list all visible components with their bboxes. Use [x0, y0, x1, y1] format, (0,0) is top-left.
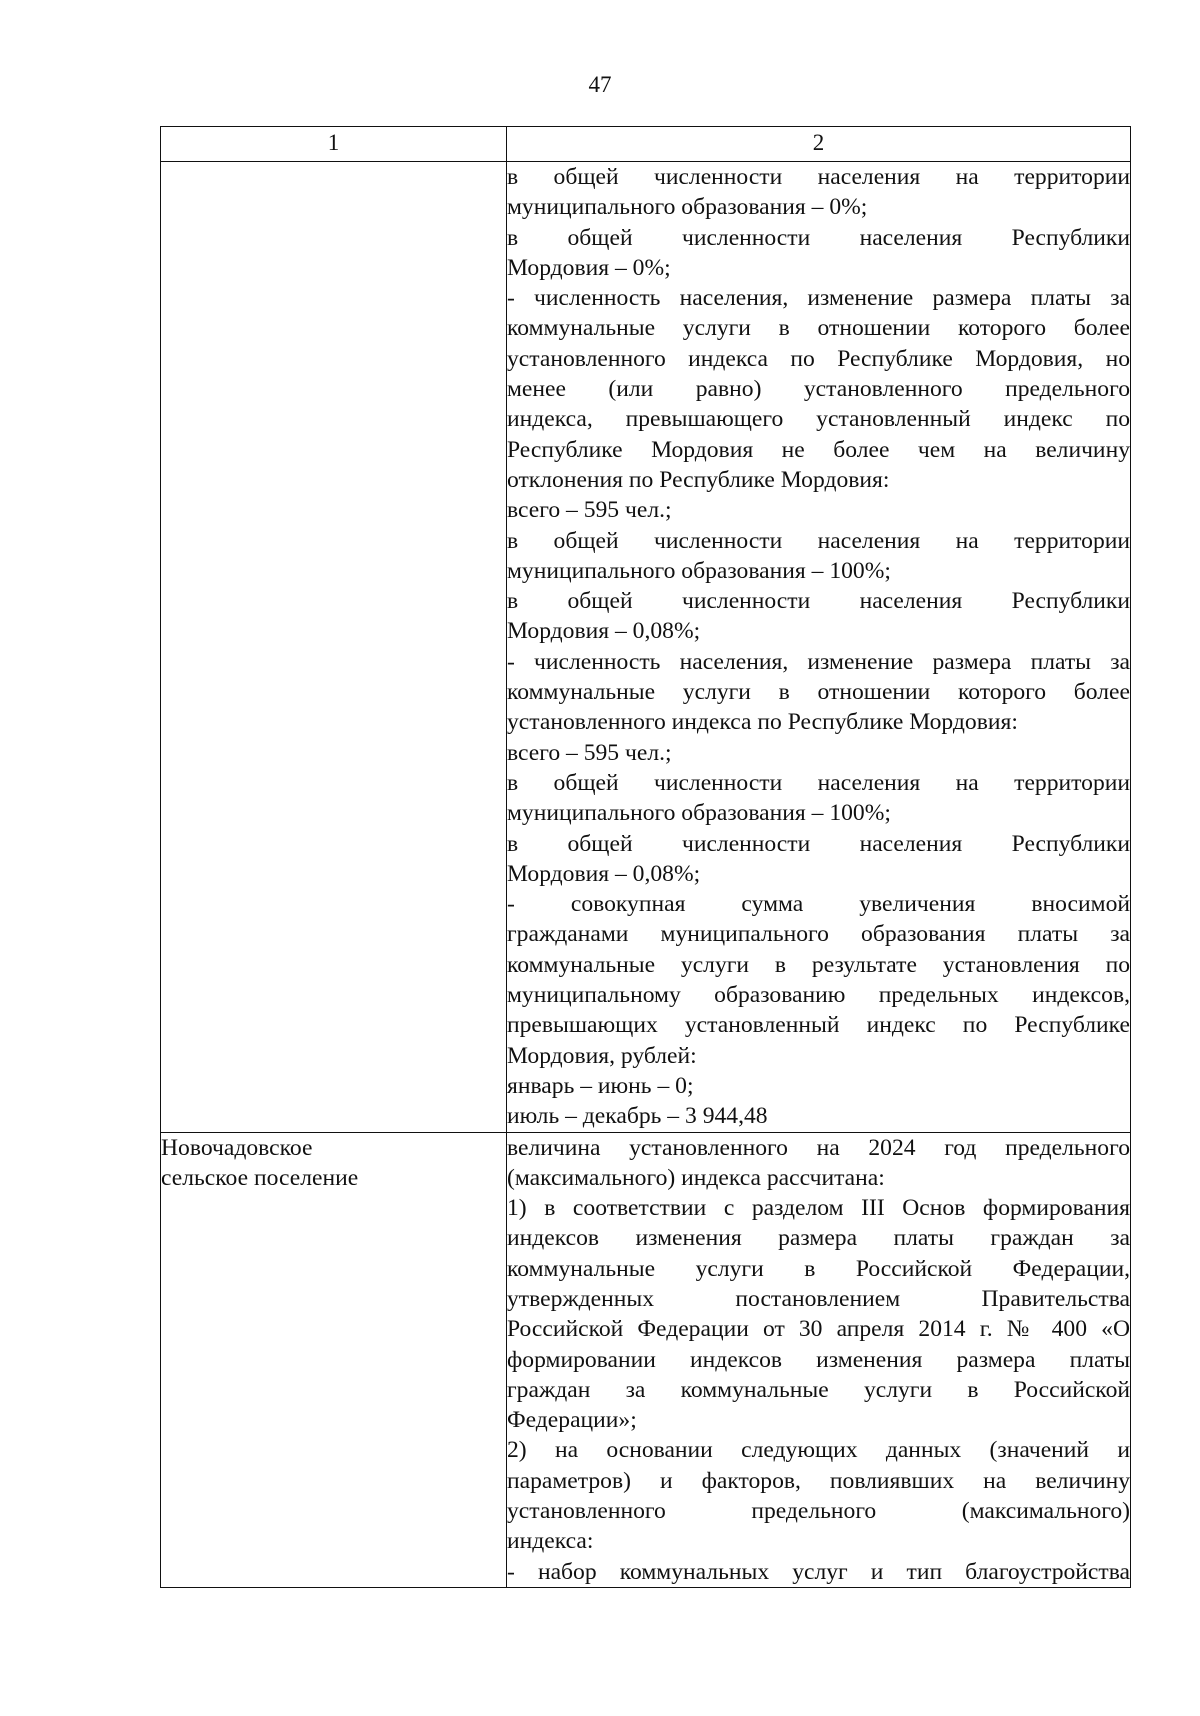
text-line: муниципального образования – 100%;: [507, 557, 891, 584]
text-line: 1) в соответствии с разделом III Основ формирования: [507, 1195, 1130, 1222]
text-line: январь – июнь – 0;: [507, 1072, 694, 1099]
text-line: июль – декабрь – 3 944,48: [507, 1103, 768, 1130]
text-line: Российской Федерации от 30 апреля 2014 г. № 400 «О: [507, 1316, 1130, 1343]
text-line: установленного индекса по Республике Мордовия:: [507, 709, 1018, 736]
table-row: [161, 1132, 1131, 1587]
text-line: менее (или равно) установленного предельного: [507, 376, 1130, 403]
text-line: в общей численности населения Республики: [507, 830, 1130, 857]
text-line: установленного предельного (максимального): [507, 1498, 1130, 1525]
text-line: 2) на основании следующих данных (значений и: [507, 1437, 1130, 1464]
document-table: [160, 126, 1131, 1588]
text-line: - численность населения, изменение размера платы за: [507, 285, 1130, 312]
row1-description-cell: [507, 162, 1131, 1133]
text-line: Республике Мордовия не более чем на величину: [507, 436, 1130, 463]
text-line: превышающих установленный индекс по Республике: [507, 1012, 1130, 1039]
text-line: муниципального образования – 0%;: [507, 194, 868, 221]
text-line: Мордовия – 0,08%;: [507, 860, 701, 887]
table-row: [161, 162, 1131, 1133]
municipality-name-line: Новочадовское: [161, 1134, 313, 1161]
text-line: в общей численности населения Республики: [507, 224, 1130, 251]
municipality-name-line: сельское поселение: [161, 1164, 359, 1191]
text-line: коммунальные услуги в результате установления по: [507, 951, 1130, 978]
text-line: в общей численности населения на территории: [507, 527, 1130, 554]
text-line: - совокупная сумма увеличения вносимой: [507, 891, 1130, 918]
text-line: индекса, превышающего установленный индекс по: [507, 406, 1130, 433]
text-line: установленного индекса по Республике Мордовия, но: [507, 345, 1130, 372]
text-line: отклонения по Республике Мордовия:: [507, 466, 890, 493]
text-line: параметров) и факторов, повлиявших на величину: [507, 1467, 1130, 1494]
text-line: индексов изменения размера платы граждан за: [507, 1225, 1130, 1252]
text-line: Мордовия – 0%;: [507, 254, 671, 281]
text-line: Федерации»;: [507, 1407, 637, 1434]
text-line: индекса:: [507, 1528, 594, 1555]
text-line: муниципальному образованию предельных индексов,: [507, 982, 1130, 1009]
text-line: - численность населения, изменение размера платы за: [507, 648, 1130, 675]
text-line: коммунальные услуги в отношении которого более: [507, 315, 1130, 342]
text-line: утвержденных постановлением Правительства: [507, 1285, 1130, 1312]
text-line: в общей численности населения Республики: [507, 588, 1130, 615]
text-line: Мордовия, рублей:: [507, 1042, 697, 1069]
text-line: всего – 595 чел.;: [507, 739, 672, 766]
text-line: (максимального) индекса рассчитана:: [507, 1164, 885, 1191]
text-line: граждан за коммунальные услуги в Российской: [507, 1376, 1130, 1403]
text-line: коммунальные услуги в Российской Федерации,: [507, 1255, 1130, 1282]
text-line: величина установленного на 2024 год предельного: [507, 1134, 1130, 1161]
text-line: муниципального образования – 100%;: [507, 800, 891, 827]
text-line: коммунальные услуги в отношении которого более: [507, 679, 1130, 706]
text-line: - набор коммунальных услуг и тип благоустройства: [507, 1558, 1130, 1585]
header-col-1: 1: [161, 127, 507, 162]
text-line: в общей численности населения на территории: [507, 164, 1130, 190]
text-line: всего – 595 чел.;: [507, 497, 672, 524]
text-line: в общей численности населения на территории: [507, 769, 1130, 796]
row2-municipality-cell: [161, 1132, 507, 1587]
table-header-row: [161, 127, 1131, 162]
text-line: гражданами муниципального образования платы за: [507, 921, 1130, 948]
text-line: формировании индексов изменения размера платы: [507, 1346, 1130, 1373]
text-line: Мордовия – 0,08%;: [507, 618, 701, 645]
row1-municipality-cell: [161, 162, 507, 1133]
header-col-2: 2: [507, 127, 1131, 162]
row2-description-cell: [507, 1132, 1131, 1587]
page-number: 47: [588, 72, 612, 97]
